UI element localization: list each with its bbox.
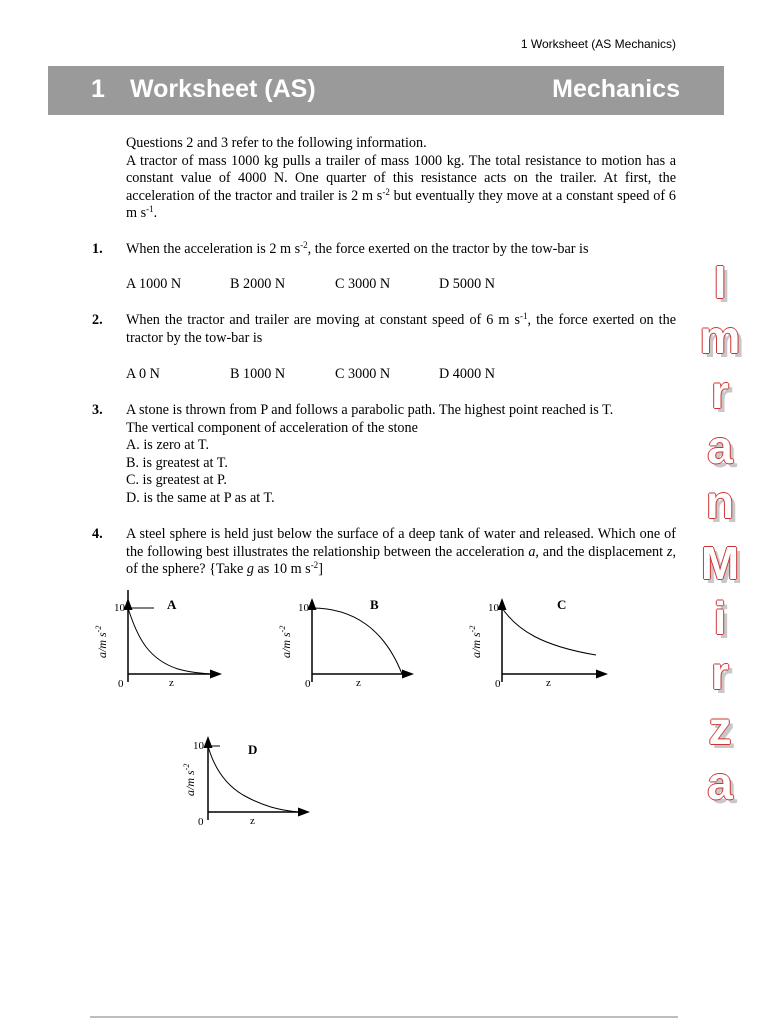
option-d[interactable]: D. is the same at P as at T.	[126, 489, 275, 506]
y-axis-label-text: a/m s	[279, 632, 293, 658]
question-text	[126, 312, 676, 347]
question-text	[126, 241, 676, 259]
y-axis-label	[94, 626, 109, 658]
y-axis-label	[278, 626, 293, 658]
graph-label: B	[370, 597, 379, 612]
graph-d[interactable]	[168, 728, 318, 838]
option-d[interactable]: D 5000 N	[439, 276, 495, 292]
question-text-part: , of the sphere? {Take	[126, 543, 676, 577]
question-text-part: , and the displacement	[535, 543, 667, 560]
curve-a	[128, 608, 210, 674]
question-number: 2.	[92, 312, 103, 328]
question-number: 3.	[92, 402, 103, 418]
graph-label: C	[557, 597, 567, 612]
option-c[interactable]: C. is greatest at P.	[126, 472, 227, 488]
option-a[interactable]: A. is zero at T.	[126, 437, 209, 453]
intro-exponent: -1	[146, 204, 154, 214]
question-2	[92, 312, 676, 347]
origin-label: 0	[198, 816, 204, 828]
intro-block	[126, 135, 676, 223]
question-number: 1.	[92, 241, 103, 257]
x-axis-arrow	[298, 808, 310, 817]
variable-a: a	[528, 543, 536, 560]
worksheet-banner	[48, 66, 724, 115]
watermark-letter: a	[707, 757, 733, 809]
intro-text: .	[153, 205, 158, 221]
option-b[interactable]: B. is greatest at T.	[126, 454, 228, 471]
banner-title: Worksheet (AS)	[130, 75, 316, 103]
question-exponent: -2	[300, 240, 308, 250]
graph-c[interactable]	[462, 590, 612, 700]
option-b[interactable]: B 2000 N	[230, 276, 286, 292]
question-exponent: -1	[520, 311, 528, 321]
banner-subject: Mechanics	[552, 75, 680, 103]
curve-b	[312, 608, 402, 674]
y-axis-label-exp: -2	[468, 625, 477, 633]
watermark-letter: i	[713, 592, 727, 644]
question-text-part: When the tractor and trailer are moving at constant speed of 6 m s	[126, 312, 521, 328]
option-a[interactable]: A 1000 N	[126, 276, 182, 292]
watermark-letter: n	[705, 476, 735, 528]
y-axis-label-exp: -2	[94, 625, 103, 633]
origin-label: 0	[305, 678, 311, 690]
variable-z: z	[666, 543, 673, 560]
watermark-letter: m	[699, 311, 741, 363]
question-text	[126, 526, 676, 579]
option-a[interactable]: A 0 N	[126, 366, 160, 382]
watermark-letter: M	[700, 537, 740, 589]
x-axis-label: z	[546, 677, 551, 689]
x-axis-arrow	[402, 670, 414, 679]
option-d[interactable]: D 4000 N	[439, 366, 495, 382]
watermark-letter: r	[711, 647, 729, 699]
question-4	[92, 526, 676, 579]
question-number: 4.	[92, 526, 103, 542]
intro-text: but eventually they move at a constant speed of 6 m s	[126, 187, 676, 221]
intro-paragraph	[126, 153, 676, 223]
y-axis-label-text: a/m s	[183, 770, 197, 796]
origin-label: 0	[118, 678, 124, 690]
x-axis-label: z	[169, 677, 174, 689]
y-axis-label-exp: -2	[182, 763, 191, 771]
y-tick-label: 10	[488, 602, 499, 614]
question-text-part: When the acceleration is 2 m s	[126, 241, 301, 257]
x-axis-label: z	[250, 815, 255, 827]
y-axis-label	[468, 626, 483, 658]
author-watermark	[690, 255, 750, 811]
option-b[interactable]: B 1000 N	[230, 366, 286, 382]
question-text-line: A stone is thrown from P and follows a parabolic path. The highest point reached is T.	[126, 402, 614, 418]
watermark-letter: z	[708, 702, 732, 754]
question-text-part: as 10 m s	[253, 561, 311, 577]
y-axis-label-text: a/m s	[95, 632, 109, 658]
question-text-part: , the force exerted on the tractor by the tow-bar is	[126, 312, 676, 346]
origin-label: 0	[495, 678, 501, 690]
question-1	[92, 241, 676, 259]
graph-b[interactable]	[272, 590, 417, 700]
question-exponent: -2	[310, 560, 319, 570]
watermark-letter: I	[713, 256, 727, 308]
y-axis-label-text: a/m s	[469, 632, 483, 658]
intro-exponent: -2	[382, 186, 390, 197]
x-axis-label: z	[356, 677, 361, 689]
watermark-letter: r	[711, 366, 729, 418]
question-3	[92, 402, 676, 507]
y-tick-label: 10	[298, 602, 309, 614]
graph-label: D	[248, 742, 258, 757]
running-header: 1 Worksheet (AS Mechanics)	[520, 37, 676, 51]
question-text-part: ]	[318, 561, 323, 577]
y-axis-label-exp: -2	[278, 625, 287, 633]
watermark-letter: a	[707, 421, 733, 473]
intro-line: Questions 2 and 3 refer to the following information.	[126, 135, 427, 151]
option-c[interactable]: C 3000 N	[335, 276, 391, 292]
x-axis-arrow	[596, 670, 608, 679]
variable-g: g	[246, 561, 254, 577]
question-text-line: The vertical component of acceleration of the stone	[126, 419, 418, 436]
graph-label: A	[167, 597, 177, 612]
y-tick-label: 10	[193, 740, 204, 752]
question-text-part: A steel sphere is held just below the surface of a deep tank of water and released. Which one of the following best illustrates the relationship between the acceleration	[126, 526, 676, 560]
intro-text: A tractor of mass 1000 kg pulls a trailer of mass 1000 kg. The total resistance to motion has a constant value of 4000 N. One quarter of this resistance acts on the trailer. At first, the acceleration of the tractor and trailer is 2 m s	[126, 152, 676, 204]
question-text	[126, 402, 676, 507]
x-axis-arrow	[210, 670, 222, 679]
footer-divider	[90, 1016, 678, 1018]
graph-a[interactable]	[88, 590, 228, 700]
question-text-part: , the force exerted on the tractor by the tow-bar is	[307, 241, 589, 257]
y-axis-label	[182, 764, 197, 796]
curve-c	[502, 608, 596, 655]
banner-number: 1	[91, 75, 105, 103]
y-tick-label: 10	[114, 602, 125, 614]
option-c[interactable]: C 3000 N	[335, 366, 391, 382]
